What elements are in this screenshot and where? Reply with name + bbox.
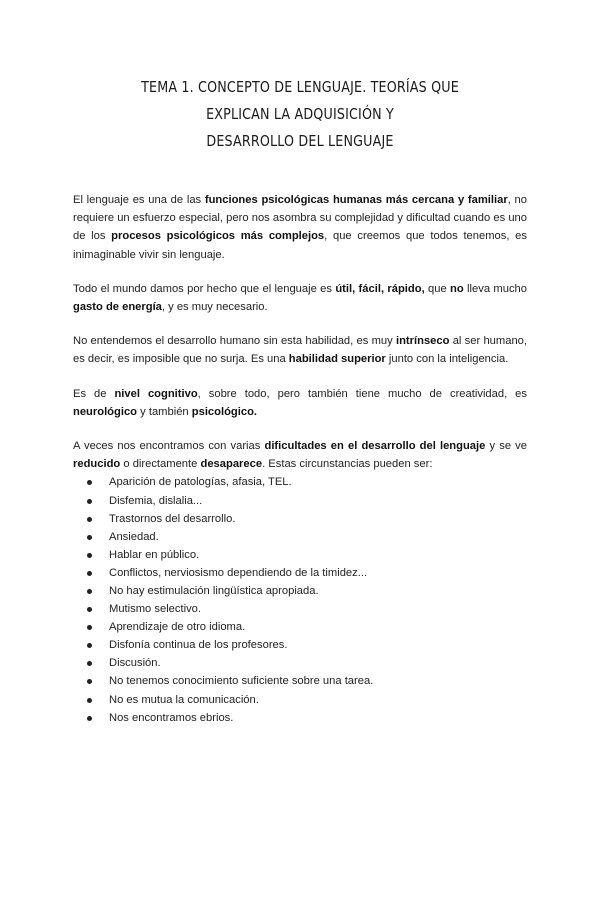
p2-text-2: que [424, 282, 451, 295]
list-item: Aparición de patologías, afasia, TEL. [87, 473, 527, 491]
p4-bold-1: nivel cognitivo [114, 387, 198, 400]
p3-text-2: al ser humano, es decir, es imposible que no surja. Es una [73, 335, 528, 366]
list-item: Disfemia, dislalia... [87, 492, 527, 510]
page-title [114, 74, 486, 155]
p3-text-1: No entendemos el desarrollo humano sin esta habilidad, es muy [73, 335, 396, 348]
list-item: Conflictos, nerviosismo dependiendo de la timidez... [87, 564, 527, 582]
p4-bold-2: neurológico [73, 405, 138, 418]
p1-text-2: , no requiere un esfuerzo especial, pero nos asombra su complejidad y dificultad cuando es uno de los [73, 194, 527, 243]
paragraph-3 [73, 332, 527, 368]
p5-text-2: y se ve [485, 440, 527, 453]
p2-bold-1: útil, fácil, rápido, [335, 282, 425, 295]
p1-text-1: El lenguaje es una de las [73, 194, 205, 206]
p1-bold-2: procesos psicológicos más complejos [111, 230, 325, 243]
p3-bold-1: intrínseco [395, 335, 450, 348]
list-item: Nos encontramos ebrios. [87, 709, 527, 727]
paragraph-5 [73, 437, 527, 473]
list-item: Discusión. [87, 654, 527, 672]
p3-bold-2: habilidad superior [288, 353, 386, 366]
p5-text-3: o directamente [120, 458, 201, 471]
paragraph-2 [73, 280, 527, 316]
p3-text-3: junto con la inteligencia. [385, 353, 509, 366]
p2-text-3: lleva mucho [463, 282, 527, 295]
p4-text-2: , sobre todo, pero también tiene mucho de creatividad, es [197, 387, 527, 400]
list-item: No es mutua la comunicación. [87, 691, 527, 709]
list-item: Ansiedad. [87, 528, 527, 546]
title-line-2: DESARROLLO DEL LENGUAJE [206, 132, 394, 150]
document-page [0, 74, 600, 922]
p2-text-4: , y es muy necesario. [161, 301, 268, 314]
list-item: Disfonía continua de los profesores. [87, 636, 527, 654]
p5-bold-1: dificultades en el desarrollo del lenguaje [264, 440, 486, 453]
list-item: Hablar en público. [87, 546, 527, 564]
circumstances-list [73, 473, 527, 726]
p5-bold-2: reducido [73, 458, 121, 471]
p2-bold-3: gasto de energía [73, 301, 162, 314]
p1-text-3: , que creemos que todos tenemos, es inimaginable vivir sin lenguaje. [73, 230, 527, 261]
p2-bold-2: no [450, 282, 464, 295]
list-item: No hay estimulación lingüística apropiada. [87, 582, 527, 600]
paragraph-4 [73, 385, 527, 421]
title-line-1: TEMA 1. CONCEPTO DE LENGUAJE. TEORÍAS QUE EXPLICAN LA ADQUISICIÓN Y [141, 78, 459, 123]
list-item: No tenemos conocimiento suficiente sobre una tarea. [87, 672, 527, 690]
paragraph-1 [73, 191, 527, 264]
p2-text-1: Todo el mundo damos por hecho que el lenguaje es [73, 282, 336, 295]
p5-bold-3: desaparece [200, 458, 263, 471]
list-item: Mutismo selectivo. [87, 600, 527, 618]
p4-bold-3: psicológico. [191, 405, 258, 418]
p5-text-4: . Estas circunstancias pueden ser: [262, 458, 433, 471]
p1-bold-1: funciones psicológicas humanas más cercana y familiar [204, 194, 508, 206]
list-item: Trastornos del desarrollo. [87, 510, 527, 528]
list-item: Aprendizaje de otro idioma. [87, 618, 527, 636]
p4-text-1: Es de [73, 387, 115, 400]
document-body [73, 191, 527, 727]
p5-text-1: A veces nos encontramos con varias [73, 440, 265, 453]
p4-text-3: y también [137, 405, 192, 418]
